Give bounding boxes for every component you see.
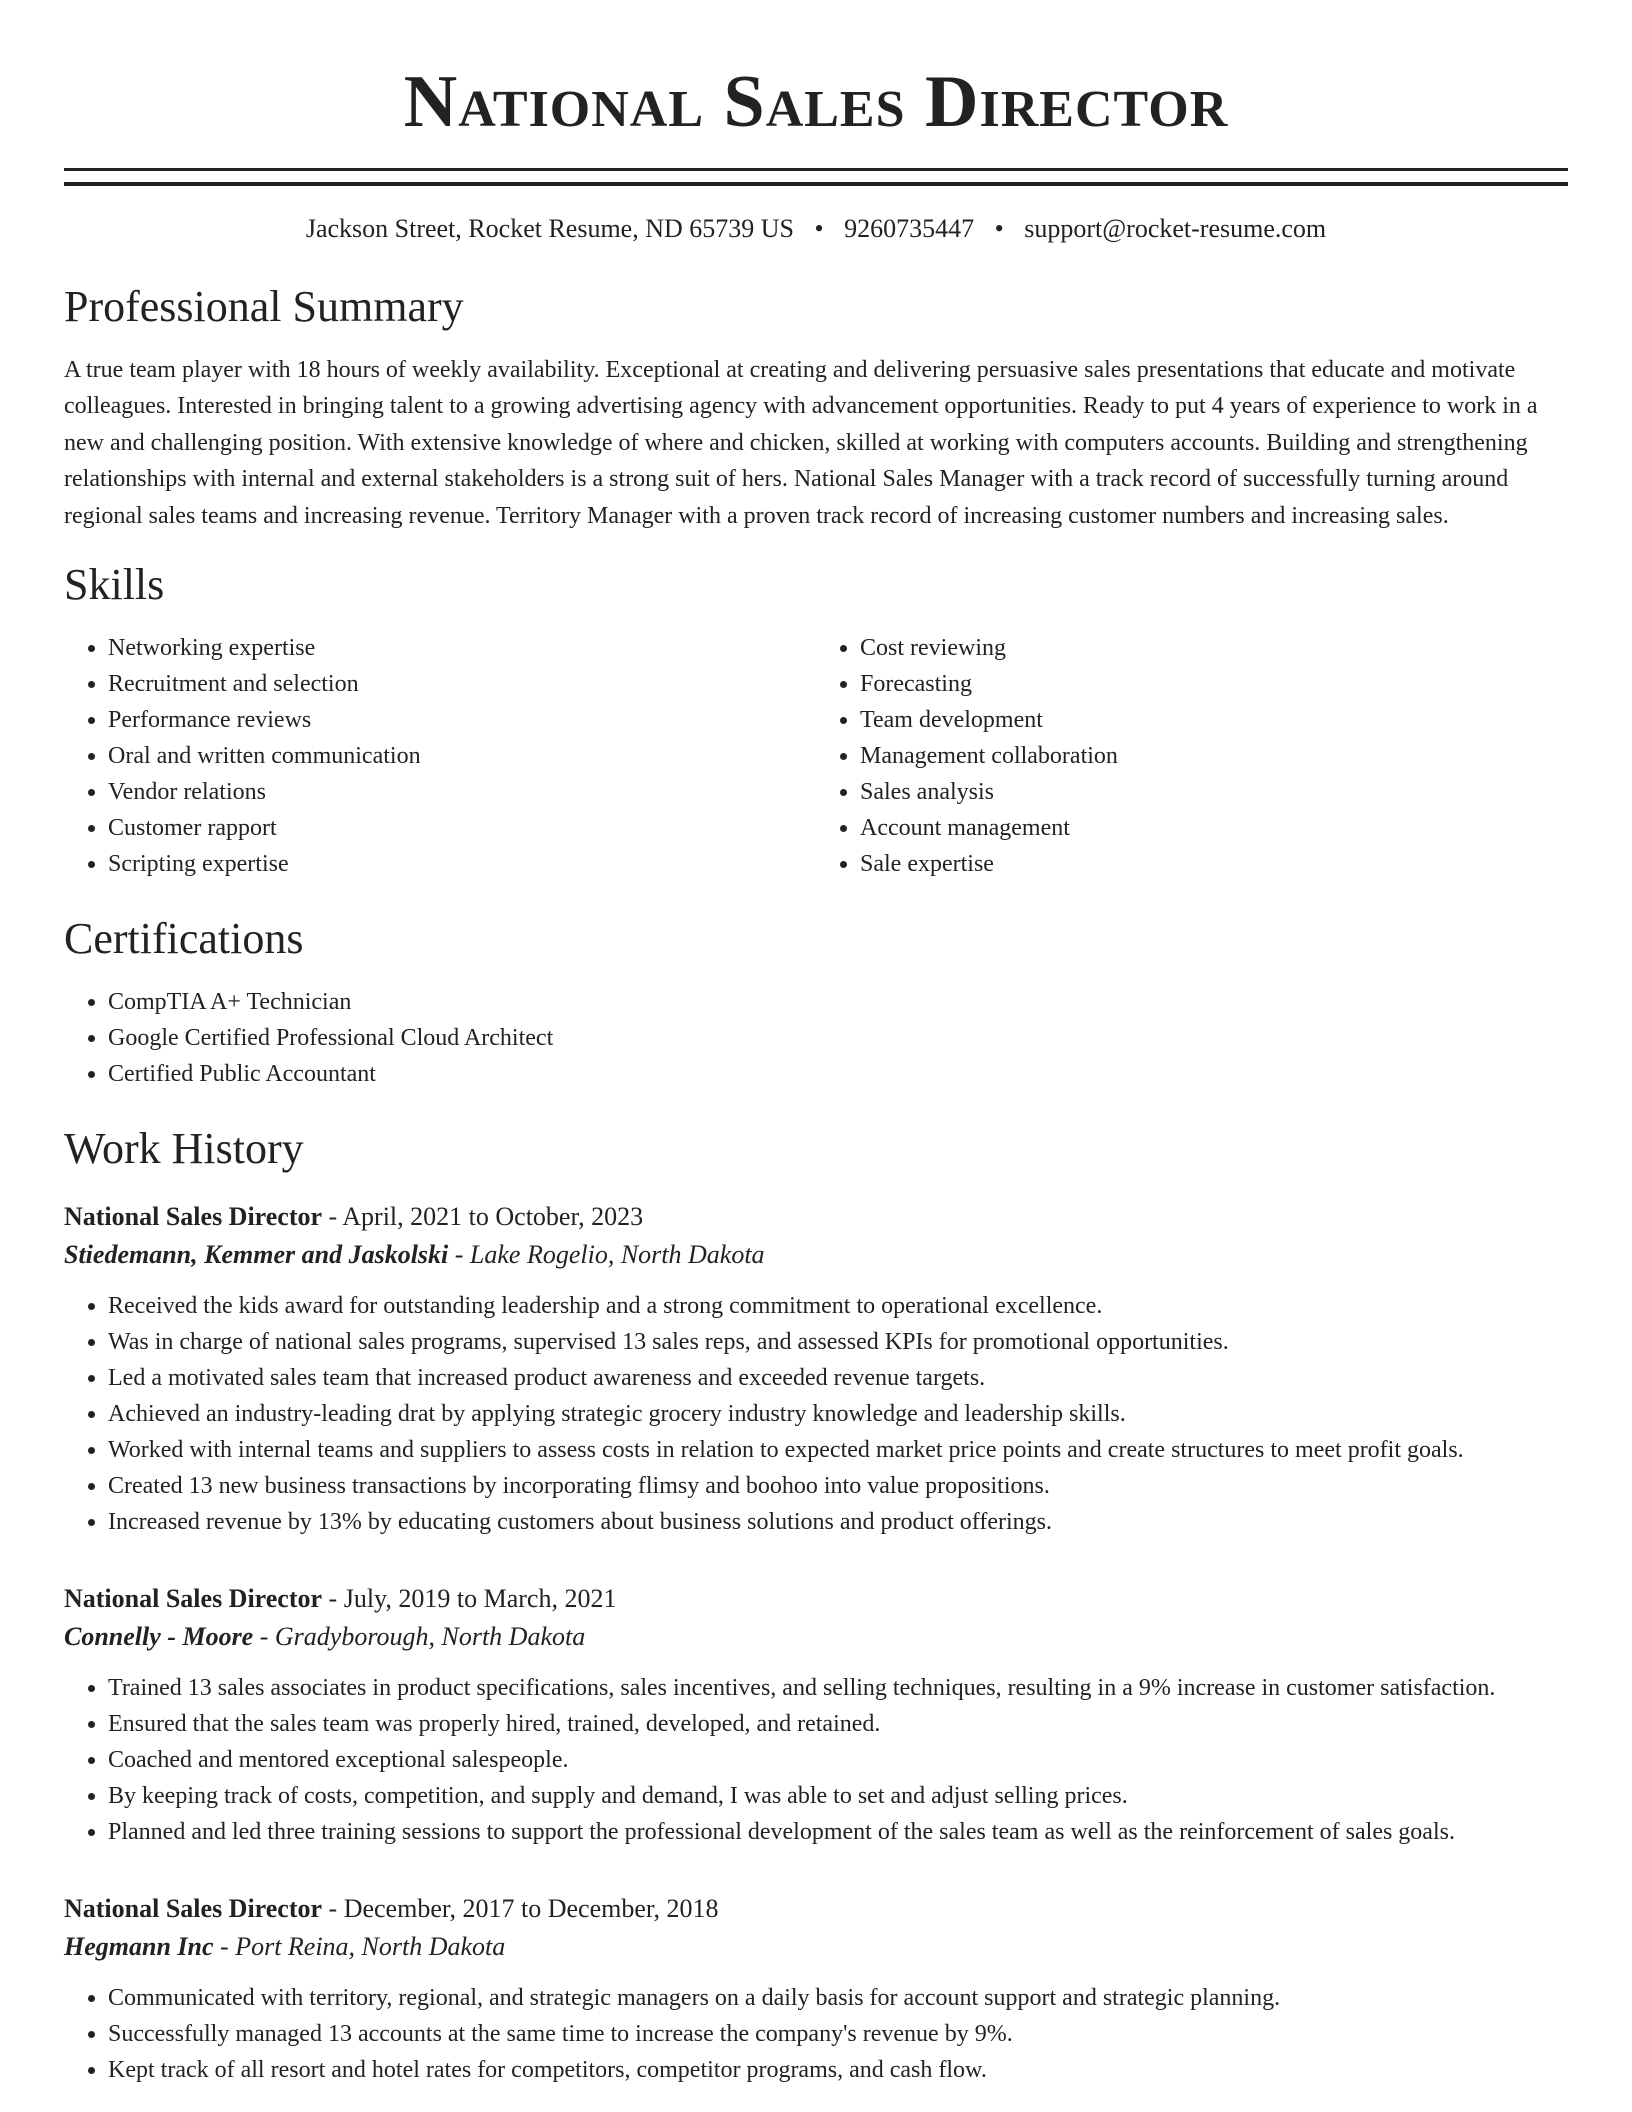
job-bullet: • Planned and led three training sessions to support the professional development of the sales team as well as the reinforcement of sales goals. <box>108 1814 1568 1850</box>
certification-item: • Certified Public Accountant <box>108 1056 1568 1092</box>
job-bullet: • Received the kids award for outstanding leadership and a strong commitment to operational excellence. <box>108 1288 1568 1324</box>
job-location: - Lake Rogelio, North Dakota <box>448 1240 765 1270</box>
job-dates: - December, 2017 to December, 2018 <box>322 1894 719 1924</box>
skill-item: • Management collaboration <box>860 738 1568 774</box>
skill-item: • Vendor relations <box>108 774 816 810</box>
skill-item: • Forecasting <box>860 666 1568 702</box>
job-location: - Gradyborough, North Dakota <box>253 1622 586 1652</box>
job-entry <box>64 1580 1568 1850</box>
skill-item: • Networking expertise <box>108 630 816 666</box>
job-bullet: • Achieved an industry-leading drat by applying strategic grocery industry knowledge and leadership skills. <box>108 1396 1568 1432</box>
summary-text: A true team player with 18 hours of weekly availability. Exceptional at creating and delivering persuasive sales presentations that educate and motivate colleagues. Interested in bringing talent to a growing advertising agency with advancement opportunities. Ready to put 4 years of experience to work in a new and challenging position. With extensive knowledge of where and chicken, skilled at working with computers accounts. Building and strengthening relationships with internal and external stakeholders is a strong suit of hers. National Sales Manager with a track record of successfully turning around regional sales teams and increasing revenue. Territory Manager with a proven track record of increasing customer numbers and increasing sales. <box>64 357 1538 529</box>
work-history-heading: Work History <box>64 1124 304 1174</box>
job-title: National Sales Director <box>64 1584 323 1614</box>
job-bullet: • Coached and mentored exceptional salespeople. <box>108 1742 1568 1778</box>
certifications-heading: Certifications <box>64 914 304 964</box>
job-dates: - April, 2021 to October, 2023 <box>322 1202 644 1232</box>
job-bullet: • Created 13 new business transactions by incorporating flimsy and boohoo into value propositions. <box>108 1468 1568 1504</box>
contact-separator: • <box>994 214 1004 243</box>
job-title-line <box>64 1198 1568 1236</box>
contact-separator: • <box>814 214 824 243</box>
resume-title: National Sales Director <box>403 61 1229 143</box>
job-bullet: • Was in charge of national sales programs, supervised 13 sales reps, and assessed KPIs for promotional opportunities. <box>108 1324 1568 1360</box>
contact-phone: 9260735447 <box>844 214 975 243</box>
job-bullet: • Increased revenue by 13% by educating customers about business solutions and product offerings. <box>108 1504 1568 1540</box>
skills-list-left <box>64 630 816 882</box>
skills-heading: Skills <box>64 560 165 610</box>
job-title: National Sales Director <box>64 1894 323 1924</box>
skill-item: • Cost reviewing <box>860 630 1568 666</box>
contact-line <box>64 214 1568 244</box>
skill-item: • Team development <box>860 702 1568 738</box>
skill-item: • Sale expertise <box>860 846 1568 882</box>
title-divider <box>64 168 1568 186</box>
job-location: - Port Reina, North Dakota <box>213 1932 506 1962</box>
job-company: Connelly - Moore <box>64 1622 254 1652</box>
summary-heading: Professional Summary <box>64 282 464 331</box>
job-bullet: • Trained 13 sales associates in product specifications, sales incentives, and selling techniques, resulting in a 9% increase in customer satisfaction. <box>108 1670 1568 1706</box>
job-bullet: • Communicated with territory, regional, and strategic managers on a daily basis for account support and strategic planning. <box>108 1980 1568 2016</box>
job-bullet: • By keeping track of costs, competition, and supply and demand, I was able to set and adjust selling prices. <box>108 1778 1568 1814</box>
skills-columns <box>64 630 1568 882</box>
job-bullets <box>64 1288 1568 1540</box>
skills-list-right <box>816 630 1568 882</box>
contact-email: support@rocket-resume.com <box>1024 214 1327 243</box>
job-company: Stiedemann, Kemmer and Jaskolski <box>64 1240 449 1270</box>
job-entry <box>64 1890 1568 2088</box>
job-bullet: • Led a motivated sales team that increased product awareness and exceeded revenue targets. <box>108 1360 1568 1396</box>
job-company-line <box>64 1928 1568 1966</box>
job-title-line <box>64 1890 1568 1928</box>
job-company-line <box>64 1236 1568 1274</box>
job-bullets <box>64 1670 1568 1850</box>
certification-item: • CompTIA A+ Technician <box>108 984 1568 1020</box>
skill-item: • Scripting expertise <box>108 846 816 882</box>
job-bullet: • Successfully managed 13 accounts at the same time to increase the company's revenue by 9%. <box>108 2016 1568 2052</box>
resume-page <box>64 0 1568 2088</box>
job-bullet: • Kept track of all resort and hotel rates for competitors, competitor programs, and cash flow. <box>108 2052 1568 2088</box>
skill-item: • Customer rapport <box>108 810 816 846</box>
job-bullets <box>64 1980 1568 2088</box>
certifications-list <box>64 984 1568 1092</box>
skill-item: • Performance reviews <box>108 702 816 738</box>
job-dates: - July, 2019 to March, 2021 <box>322 1584 617 1614</box>
skill-item: • Account management <box>860 810 1568 846</box>
job-company-line <box>64 1618 1568 1656</box>
job-bullet: • Worked with internal teams and suppliers to assess costs in relation to expected market price points and create structures to meet profit goals. <box>108 1432 1568 1468</box>
certification-item: • Google Certified Professional Cloud Architect <box>108 1020 1568 1056</box>
skill-item: • Recruitment and selection <box>108 666 816 702</box>
job-title-line <box>64 1580 1568 1618</box>
contact-address: Jackson Street, Rocket Resume, ND 65739 US <box>305 214 795 243</box>
skill-item: • Oral and written communication <box>108 738 816 774</box>
job-bullet: • Ensured that the sales team was properly hired, trained, developed, and retained. <box>108 1706 1568 1742</box>
job-title: National Sales Director <box>64 1202 323 1232</box>
job-entry <box>64 1198 1568 1540</box>
skill-item: • Sales analysis <box>860 774 1568 810</box>
job-company: Hegmann Inc <box>64 1932 214 1962</box>
